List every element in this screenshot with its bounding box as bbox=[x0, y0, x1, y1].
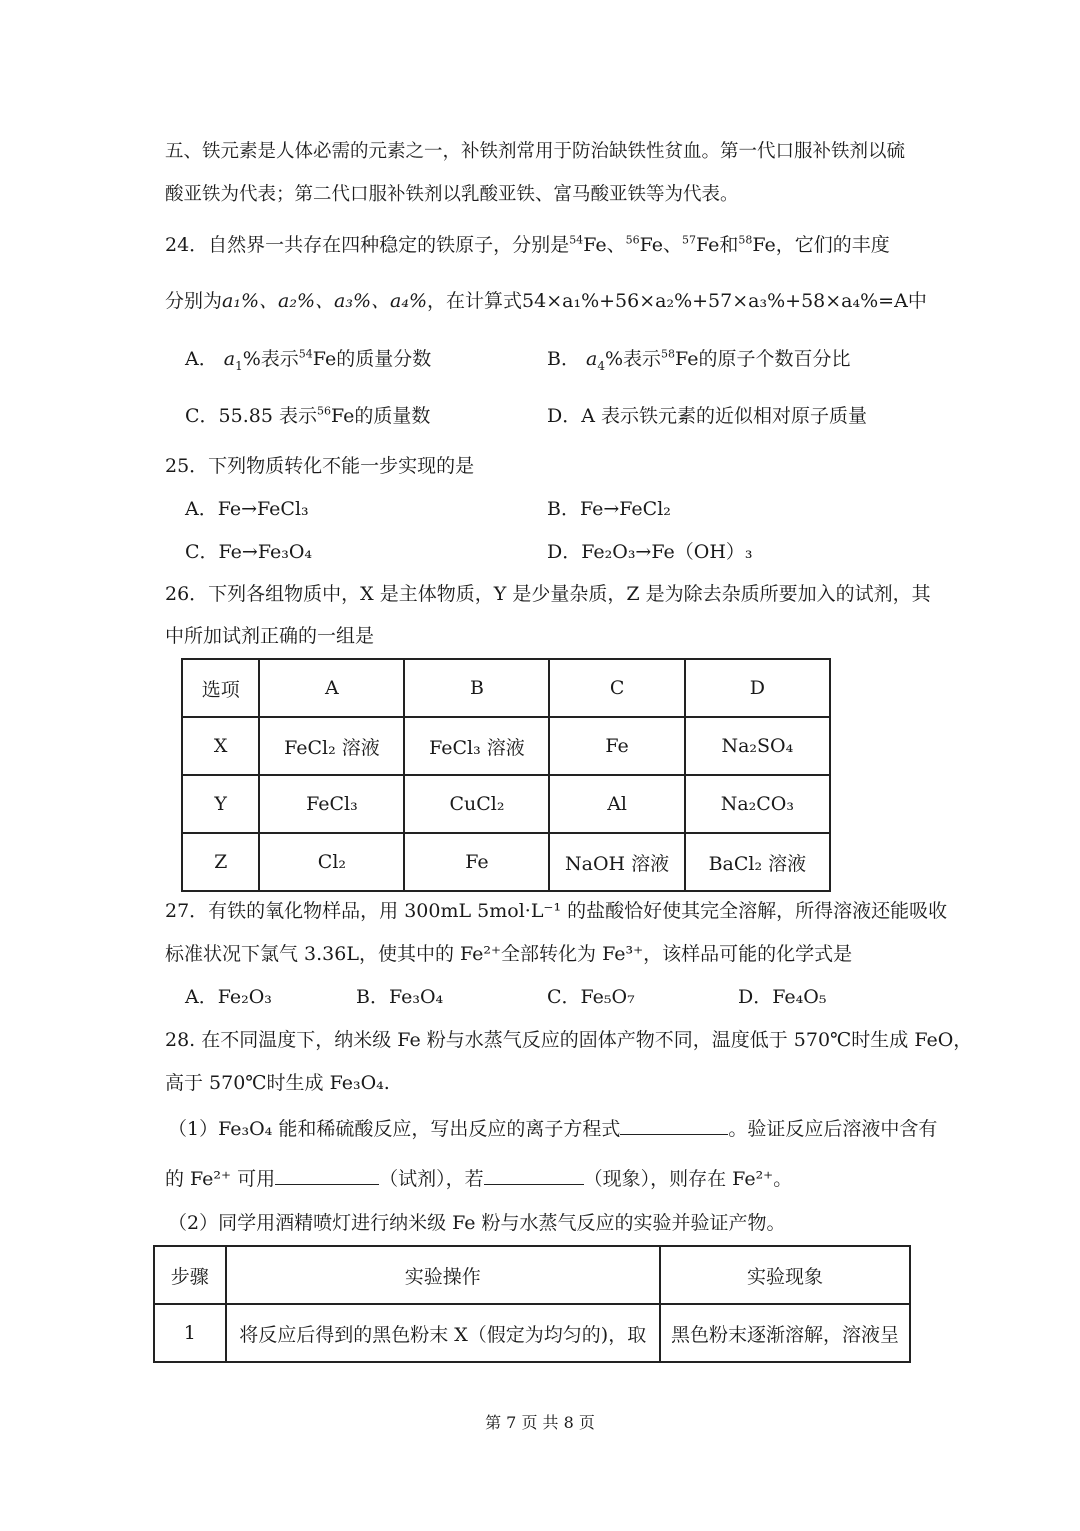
table-cell: FeCl₂ 溶液 bbox=[259, 717, 404, 775]
q24-option-d: D．A 表示铁元素的近似相对原子质量 bbox=[547, 405, 867, 427]
table-cell: BaCl₂ 溶液 bbox=[685, 833, 830, 891]
table-header-cell: D bbox=[685, 659, 830, 717]
table-header-cell: 实验现象 bbox=[660, 1246, 910, 1304]
table-cell: Fe bbox=[404, 833, 549, 891]
table-header-cell: 步骤 bbox=[154, 1246, 226, 1304]
table-cell: Na₂SO₄ bbox=[685, 717, 830, 775]
table-cell: 将反应后得到的黑色粉末 X（假定为均匀的)，取 bbox=[226, 1304, 660, 1362]
table-cell: Cl₂ bbox=[259, 833, 404, 891]
page-number: 第 7 页 共 8 页 bbox=[485, 1413, 595, 1432]
q27-option-a: A．Fe₂O₃ bbox=[185, 986, 272, 1008]
table-row bbox=[182, 833, 830, 891]
table-row bbox=[154, 1246, 910, 1304]
table-cell: FeCl₃ 溶液 bbox=[404, 717, 549, 775]
table-cell: Z bbox=[182, 833, 259, 891]
q25-option-a: A．Fe→FeCl₃ bbox=[185, 498, 309, 520]
table-cell: FeCl₃ bbox=[259, 775, 404, 833]
q28-part1-line2: 的 Fe²⁺ 可用 （试剂），若 （现象），则存在 Fe²⁺。 bbox=[165, 1168, 793, 1190]
q28-part2: （2）同学用酒精喷灯进行纳米级 Fe 粉与水蒸气反应的实验并验证产物。 bbox=[168, 1212, 786, 1234]
q27-stem-line1: 27．有铁的氧化物样品，用 300mL 5mol·L⁻¹ 的盐酸恰好使其完全溶解，所得溶液还能吸收 bbox=[165, 900, 948, 922]
table-cell: Fe bbox=[549, 717, 684, 775]
q25-stem: 25．下列物质转化不能一步实现的是 bbox=[165, 455, 475, 477]
table-cell: Y bbox=[182, 775, 259, 833]
table-header-cell: A bbox=[259, 659, 404, 717]
q24-option-c: C．55.85 表示$^{56}$Fe的质量数 bbox=[185, 404, 431, 427]
table-cell: Al bbox=[549, 775, 684, 833]
q25-option-d: D．Fe₂O₃→Fe（OH）₃ bbox=[547, 541, 753, 563]
q24-stem-line2: 分别为a₁%、a₂%、a₃%、a₄%，在计算式54×a₁%+56×a₂%+57×a₃%+58×a₄%=A中 bbox=[165, 290, 927, 312]
q28-stem-line2: 高于 570℃时生成 Fe₃O₄. bbox=[165, 1072, 390, 1094]
q28-table bbox=[153, 1245, 911, 1363]
q25-option-c: C．Fe→Fe₃O₄ bbox=[185, 541, 313, 563]
table-cell: Na₂CO₃ bbox=[685, 775, 830, 833]
q26-table bbox=[181, 658, 831, 892]
answer-blank-equation[interactable] bbox=[620, 1116, 728, 1135]
q24-formula: 54×a₁%+56×a₂%+57×a₃%+58×a₄%=A bbox=[522, 290, 908, 312]
q27-stem-line2: 标准状况下氯气 3.36L，使其中的 Fe²⁺全部转化为 Fe³⁺，该样品可能的化学式是 bbox=[165, 943, 853, 965]
q26-stem-line1: 26．下列各组物质中，X 是主体物质，Y 是少量杂质，Z 是为除去杂质所要加入的试剂，其 bbox=[165, 583, 931, 605]
section5-line2: 酸亚铁为代表；第二代口服补铁剂以乳酸亚铁、富马酸亚铁等为代表。 bbox=[165, 184, 739, 205]
table-row bbox=[154, 1304, 910, 1362]
answer-blank-reagent[interactable] bbox=[275, 1166, 379, 1185]
q26-stem-line2: 中所加试剂正确的一组是 bbox=[165, 625, 375, 647]
q27-option-d: D．Fe₄O₅ bbox=[738, 986, 827, 1008]
table-cell: CuCl₂ bbox=[404, 775, 549, 833]
q28-stem-line1: 28. 在不同温度下，纳米级 Fe 粉与水蒸气反应的固体产物不同，温度低于 570℃时生成 FeO， bbox=[165, 1029, 973, 1051]
answer-blank-phenomenon[interactable] bbox=[484, 1166, 584, 1185]
table-header-cell: C bbox=[549, 659, 684, 717]
q27-option-c: C．Fe₅O₇ bbox=[547, 986, 635, 1008]
q24-option-b: B． $a_4\%$表示$^{58}$Fe的原子个数百分比 bbox=[547, 347, 851, 373]
section5-line1: 五、铁元素是人体必需的元素之一，补铁剂常用于防治缺铁性贫血。第一代口服补铁剂以硫 bbox=[165, 141, 906, 162]
table-row bbox=[182, 659, 830, 717]
q27-option-b: B．Fe₃O₄ bbox=[356, 986, 444, 1008]
q28-part1-line1: （1）Fe₃O₄ 能和稀硫酸反应，写出反应的离子方程式 。验证反应后溶液中含有 bbox=[168, 1118, 938, 1140]
q25-option-b: B．Fe→FeCl₂ bbox=[547, 498, 671, 520]
table-row bbox=[182, 775, 830, 833]
table-row bbox=[182, 717, 830, 775]
table-header-cell: B bbox=[404, 659, 549, 717]
table-cell: 1 bbox=[154, 1304, 226, 1362]
q24-stem-line1: 24．自然界一共存在四种稳定的铁原子，分别是$^{54}$Fe、$^{56}$Fe、$^{57}$Fe和$^{58}$Fe，它们的丰度 bbox=[165, 233, 890, 256]
q24-option-a: A． $a_1\%$表示$^{54}$Fe的质量分数 bbox=[185, 347, 432, 373]
table-cell: X bbox=[182, 717, 259, 775]
table-header-cell: 实验操作 bbox=[226, 1246, 660, 1304]
table-header-cell: 选项 bbox=[182, 659, 259, 717]
table-cell: 黑色粉末逐渐溶解，溶液呈 bbox=[660, 1304, 910, 1362]
table-cell: NaOH 溶液 bbox=[549, 833, 684, 891]
